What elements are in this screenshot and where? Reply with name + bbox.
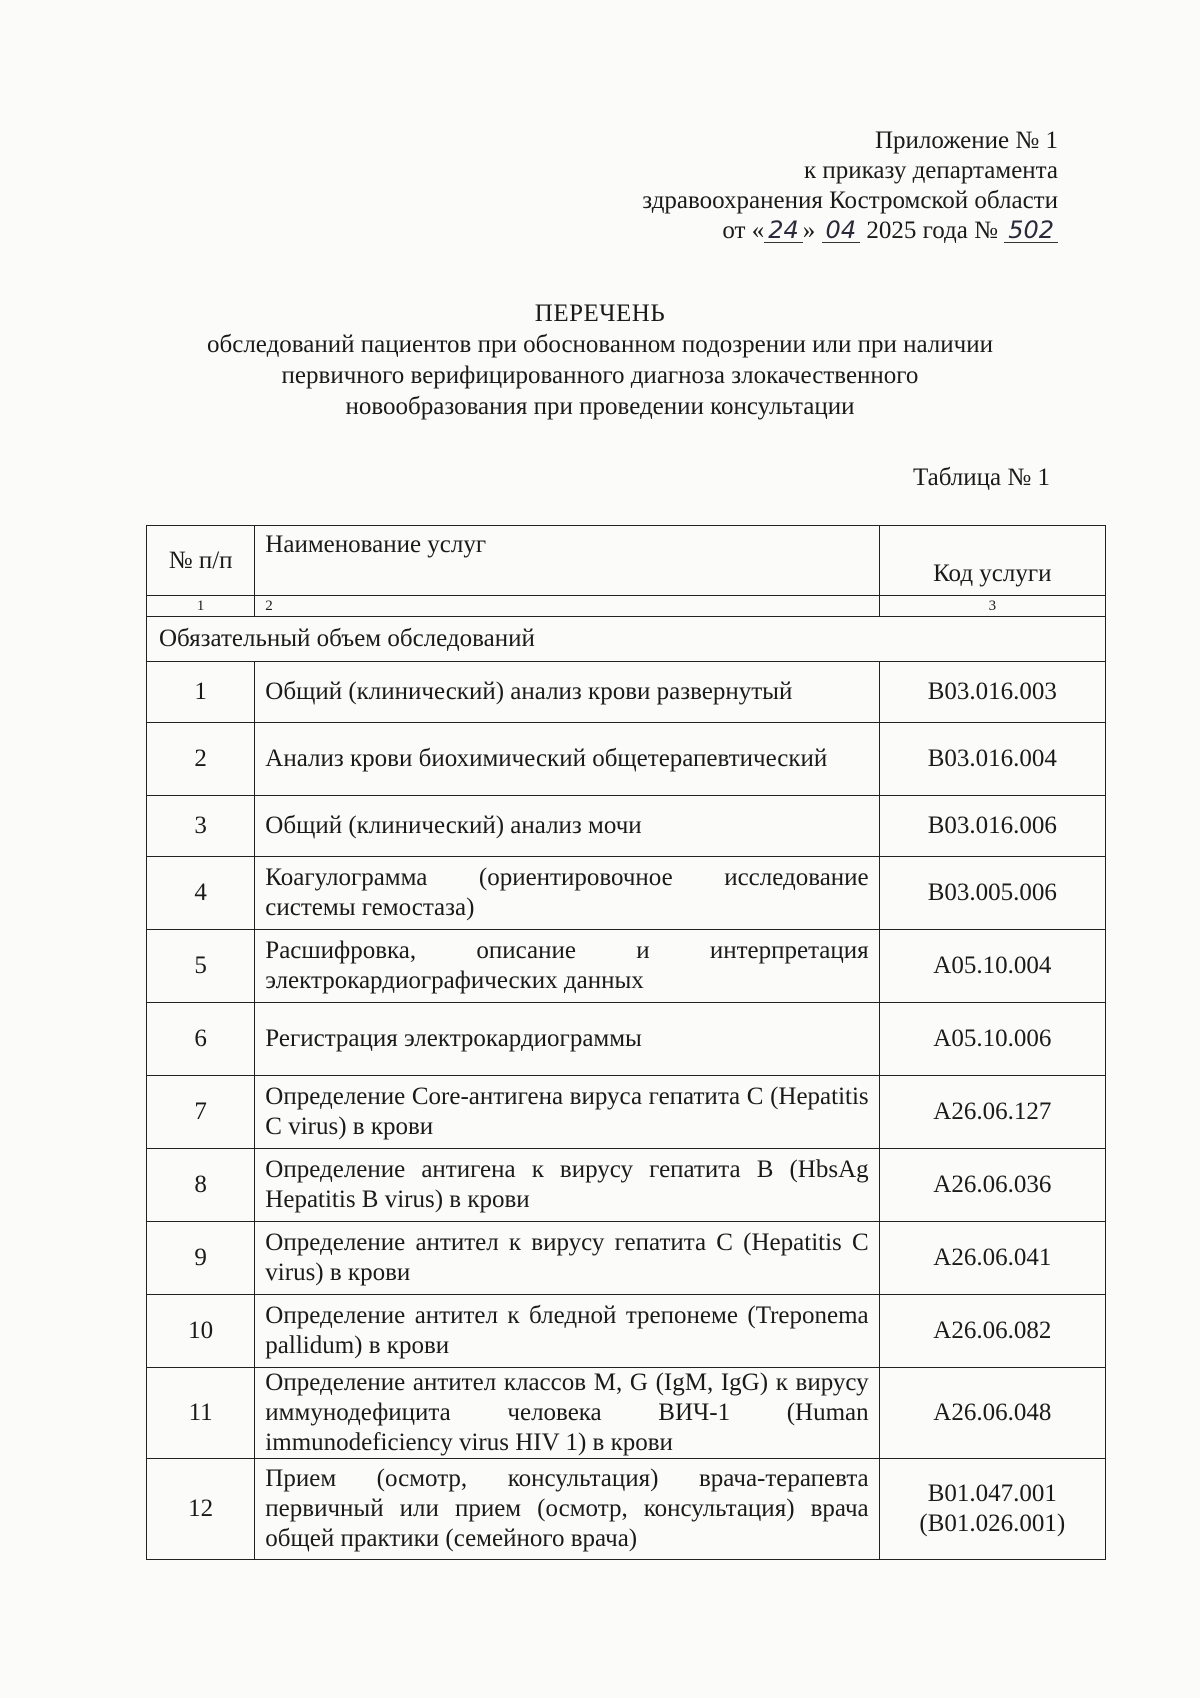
title-main: ПЕРЕЧЕНЬ <box>534 300 666 327</box>
row-service-name: Определение антител к вирусу гепатита С (Hepatitis C virus) в крови <box>255 1222 879 1295</box>
row-number: 7 <box>147 1076 255 1149</box>
row-service-name: Определение антител классов M, G (IgM, IgG) к вирусу иммунодефицита человека ВИЧ-1 (Human immunodeficiency virus HIV 1) в крови <box>255 1368 879 1459</box>
row-service-name: Анализ крови биохимический общетерапевтический <box>255 723 879 796</box>
column-number-3: 3 <box>879 596 1105 617</box>
header-service-code: Код услуги <box>879 526 1105 596</box>
row-service-name: Прием (осмотр, консультация) врача-терапевта первичный или прием (осмотр, консультация) врача общей практики (семейного врача) <box>255 1459 879 1560</box>
header-number: № п/п <box>147 526 255 596</box>
date-separator: » <box>802 217 816 244</box>
table-row <box>147 1149 1106 1222</box>
row-service-name: Расшифровка, описание и интерпретация электрокардиографических данных <box>255 930 879 1003</box>
row-service-code: А26.06.127 <box>879 1076 1105 1149</box>
row-service-name: Определение Core-антигена вируса гепатита С (Hepatitis C virus) в крови <box>255 1076 879 1149</box>
row-service-code: В03.016.006 <box>879 796 1105 857</box>
title-line-2: первичного верифицированного диагноза злокачественного <box>281 362 919 389</box>
date-year-text: 2025 года № <box>866 217 998 244</box>
title-line-1: обследований пациентов при обоснованном подозрении или при наличии <box>207 331 993 358</box>
table-row <box>147 1295 1106 1368</box>
row-service-name: Общий (клинический) анализ мочи <box>255 796 879 857</box>
appendix-label: Приложение № 1 <box>874 127 1058 154</box>
document-title <box>120 298 1080 422</box>
table-row <box>147 1368 1106 1459</box>
row-service-name: Общий (клинический) анализ крови развернутый <box>255 662 879 723</box>
document-header <box>642 126 1058 246</box>
row-number: 11 <box>147 1368 255 1459</box>
table-row <box>147 662 1106 723</box>
row-number: 10 <box>147 1295 255 1368</box>
row-service-code: А05.10.006 <box>879 1003 1105 1076</box>
row-service-code: В03.005.006 <box>879 857 1105 930</box>
handwritten-order-number: 502 <box>1004 218 1058 243</box>
table-label: Таблица № 1 <box>912 464 1050 491</box>
date-prefix: от « <box>722 217 765 244</box>
column-number-1: 1 <box>147 596 255 617</box>
row-number: 2 <box>147 723 255 796</box>
row-service-code: А26.06.048 <box>879 1368 1105 1459</box>
table-row <box>147 1222 1106 1295</box>
row-service-code: В01.047.001 <box>927 1480 1057 1507</box>
row-service-code: А05.10.004 <box>879 930 1105 1003</box>
row-number: 8 <box>147 1149 255 1222</box>
row-service-code: В03.016.004 <box>879 723 1105 796</box>
row-service-name: Определение антигена к вирусу гепатита В (HbsAg Hepatitis B virus) в крови <box>255 1149 879 1222</box>
table-row <box>147 1459 1106 1560</box>
column-number-row <box>147 596 1106 617</box>
row-service-code: А26.06.082 <box>879 1295 1105 1368</box>
row-number: 1 <box>147 662 255 723</box>
row-service-name: Коагулограмма (ориентировочное исследование системы гемостаза) <box>255 857 879 930</box>
column-number-2: 2 <box>255 596 879 617</box>
row-service-code: А26.06.036 <box>879 1149 1105 1222</box>
row-number: 4 <box>147 857 255 930</box>
department-name: здравоохранения Костромской области <box>642 187 1058 214</box>
services-table <box>146 525 1106 1560</box>
table-row <box>147 1076 1106 1149</box>
handwritten-day: 24 <box>764 218 803 243</box>
handwritten-month: 04 <box>822 218 861 243</box>
row-service-code-cell <box>879 1459 1105 1560</box>
table-row <box>147 857 1106 930</box>
order-date-line <box>642 216 1058 246</box>
section-row <box>147 617 1106 662</box>
table-header-row <box>147 526 1106 596</box>
row-number: 6 <box>147 1003 255 1076</box>
row-number: 12 <box>147 1459 255 1560</box>
section-title: Обязательный объем обследований <box>147 617 1106 662</box>
row-number: 5 <box>147 930 255 1003</box>
table-row <box>147 723 1106 796</box>
row-number: 3 <box>147 796 255 857</box>
row-service-code: А26.06.041 <box>879 1222 1105 1295</box>
row-service-name: Регистрация электрокардиограммы <box>255 1003 879 1076</box>
table-row <box>147 796 1106 857</box>
row-service-code-alt: (В01.026.001) <box>919 1510 1066 1537</box>
row-service-code: В03.016.003 <box>879 662 1105 723</box>
order-reference: к приказу департамента <box>803 157 1058 184</box>
table-row <box>147 930 1106 1003</box>
row-service-name: Определение антител к бледной трепонеме (Treponema pallidum) в крови <box>255 1295 879 1368</box>
table-row <box>147 1003 1106 1076</box>
title-line-3: новообразования при проведении консультации <box>345 393 855 420</box>
header-service-name: Наименование услуг <box>255 526 879 596</box>
row-number: 9 <box>147 1222 255 1295</box>
